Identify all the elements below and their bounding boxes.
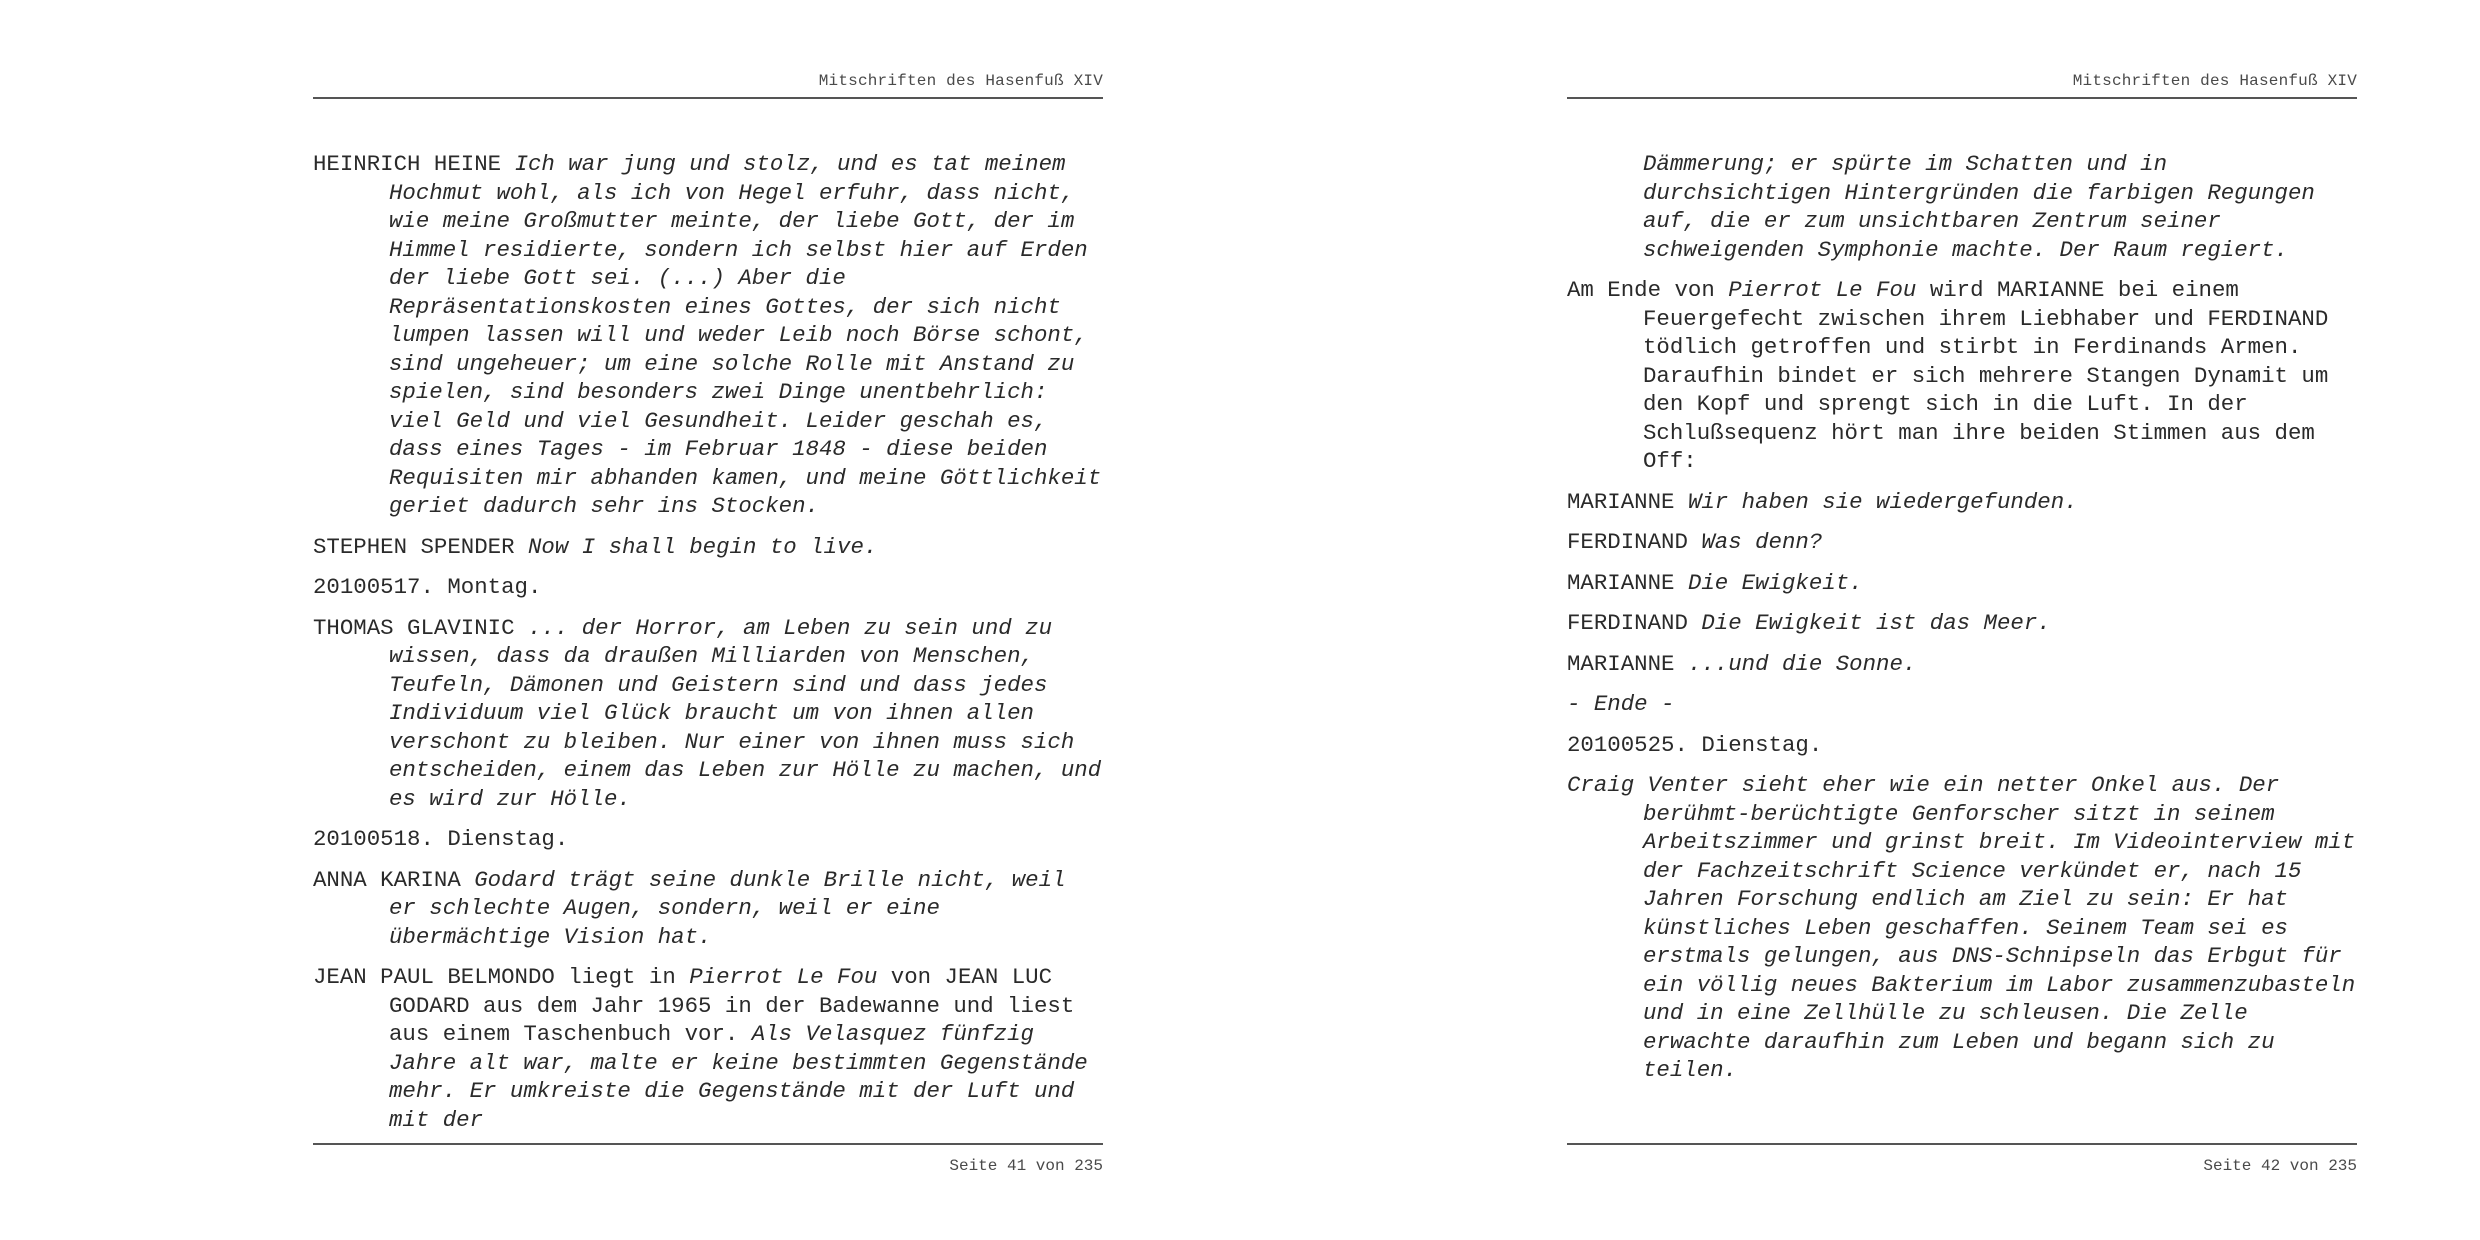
date-entry: 20100525. Dienstag. bbox=[1567, 731, 1823, 758]
speaker-name: MARIANNE bbox=[1567, 488, 1675, 515]
page-number: Seite 41 von 235 bbox=[949, 1157, 1103, 1175]
speaker-name: ANNA KARINA bbox=[313, 866, 461, 893]
header-rule bbox=[1567, 97, 2357, 99]
entry-spender bbox=[313, 533, 1103, 562]
quote-text: Ich war jung und stolz, und es tat meinem Hochmut wohl, als ich von Hegel erfuhr, dass nicht, wie meine Großmutter meinte, der liebe Gott, der im Himmel residierte, sondern ich selbst hier auf Erden der liebe Gott sei. (...) Aber die Repräsentationskosten eines Gottes, der sich nicht lumpen lassen will und weder Leib noch Börse schont, sind ungeheuer; um eine solche Rolle mit Anstand zu spielen, sind besonders zwei Dinge unentbehrlich: viel Geld und viel Gesundheit. Leider geschah es, dass eines Tages - im Februar 1848 - diese beiden Requisiten mir abhanden kamen, und meine Göttlichkeit geriet dadurch sehr ins Stocken. bbox=[389, 151, 1102, 519]
date-entry: 20100518. Dienstag. bbox=[313, 826, 569, 852]
dialogue-text: Was denn? bbox=[1701, 529, 1823, 555]
quote-continuation: Dämmerung; er spürte im Schatten und in durchsichtigen Hintergründen die farbigen Regungen auf, die er zum unsichtbaren Zentrum seiner schweigenden Symphonie machte. Der Raum regiert. bbox=[1643, 151, 2315, 263]
speaker-name: STEPHEN SPENDER bbox=[313, 533, 515, 560]
plain-text: von JEAN LUC GODARD aus dem Jahr 1965 in der Badewanne und liest aus einem Taschenbuch vor. bbox=[389, 964, 1075, 1047]
speaker-name: MARIANNE bbox=[1567, 569, 1675, 596]
quote-text: Now I shall begin to live. bbox=[528, 533, 878, 560]
speaker-name: HEINRICH HEINE bbox=[313, 151, 502, 177]
date-entry: 20100517. Montag. bbox=[313, 574, 542, 600]
quote-text: Als Velasquez fünfzig Jahre alt war, malte er keine bestimmten Gegenstände mehr. Er umkreiste die Gegenstände mit der Luft und mit der bbox=[389, 1021, 1088, 1133]
entry-karina bbox=[313, 866, 1103, 952]
footer-rule bbox=[313, 1143, 1103, 1145]
plain-text: wird MARIANNE bei einem Feuergefecht zwischen ihrem Liebhaber und FERDINAND tödlich getroffen und stirbt in Ferdinands Armen. Daraufhin bindet er sich mehrere Stangen Dynamit um den Kopf und sprengt sich in die Luft. In der Schlußsequenz hört man ihre beiden Stimmen aus dem Off: bbox=[1643, 277, 2329, 474]
entry-venter: Craig Venter sieht eher wie ein netter Onkel aus. Der berühmt-berüchtigte Genforscher sitzt in seinem Arbeitszimmer und grinst breit. Im Videointerview mit der Fachzeitschrift Science verkündet er, nach 15 Jahren Forschung endlich am Ziel zu sein: Er hat künstliches Leben geschaffen. Seinem Team sei es erstmals gelungen, aus DNS-Schnipseln das Erbgut für ein völlig neues Bakterium im Labor zusammenzubasteln und in eine Zellhülle zu schleusen. Die Zelle erwachte daraufhin zum Leben und begann sich zu teilen. bbox=[1567, 772, 2356, 1083]
film-title: Pierrot Le Fou bbox=[689, 964, 878, 990]
dialogue-text: Die Ewigkeit. bbox=[1687, 569, 1863, 596]
dialogue-text: Die Ewigkeit ist das Meer. bbox=[1701, 610, 2051, 636]
running-header: Mitschriften des Hasenfuß XIV bbox=[818, 72, 1103, 90]
speaker-name: MARIANNE bbox=[1567, 650, 1675, 677]
quote-text: ... der Horror, am Leben zu sein und zu wissen, dass da draußen Milliarden von Menschen, Teufeln, Dämonen und Geistern sind und dass jedes Individuum viel Glück braucht um von ihnen allen verschont zu bleiben. Nur einer von ihnen muss sich entscheiden, einem das Leben zur Hölle zu machen, und es wird zur Hölle. bbox=[389, 614, 1102, 812]
footer-rule bbox=[1567, 1143, 2357, 1145]
left-page-body bbox=[313, 150, 1103, 1146]
film-title: Pierrot Le Fou bbox=[1728, 277, 1917, 303]
dialogue-text: Wir haben sie wiedergefunden. bbox=[1687, 488, 2078, 515]
dialogue-line bbox=[1567, 569, 2357, 598]
entry-belmondo bbox=[313, 963, 1103, 1134]
header-rule bbox=[313, 97, 1103, 99]
plain-text: Am Ende von bbox=[1567, 277, 1715, 303]
left-page bbox=[313, 0, 1103, 1240]
dialogue-line bbox=[1567, 488, 2357, 517]
page-number: Seite 42 von 235 bbox=[2203, 1157, 2357, 1175]
plain-text: JEAN PAUL BELMONDO liegt in bbox=[313, 964, 676, 990]
entry-heine bbox=[313, 150, 1103, 521]
right-page-body bbox=[1567, 150, 2357, 1097]
dialogue-line bbox=[1567, 528, 2357, 557]
entry-glavinic bbox=[313, 614, 1103, 814]
ende-marker: - Ende - bbox=[1567, 691, 1675, 717]
dialogue-line bbox=[1567, 650, 2357, 679]
right-page bbox=[1567, 0, 2357, 1240]
entry-ende-description bbox=[1567, 276, 2357, 476]
dialogue-text: ...und die Sonne. bbox=[1687, 650, 1917, 677]
speaker-name: FERDINAND bbox=[1567, 610, 1688, 636]
speaker-name: FERDINAND bbox=[1567, 529, 1688, 555]
speaker-name: THOMAS GLAVINIC bbox=[313, 614, 515, 641]
quote-text: Godard trägt seine dunkle Brille nicht, weil er schlechte Augen, sondern, weil er eine übermächtige Vision hat. bbox=[389, 866, 1066, 950]
dialogue-line bbox=[1567, 609, 2357, 638]
running-header: Mitschriften des Hasenfuß XIV bbox=[2072, 72, 2357, 90]
